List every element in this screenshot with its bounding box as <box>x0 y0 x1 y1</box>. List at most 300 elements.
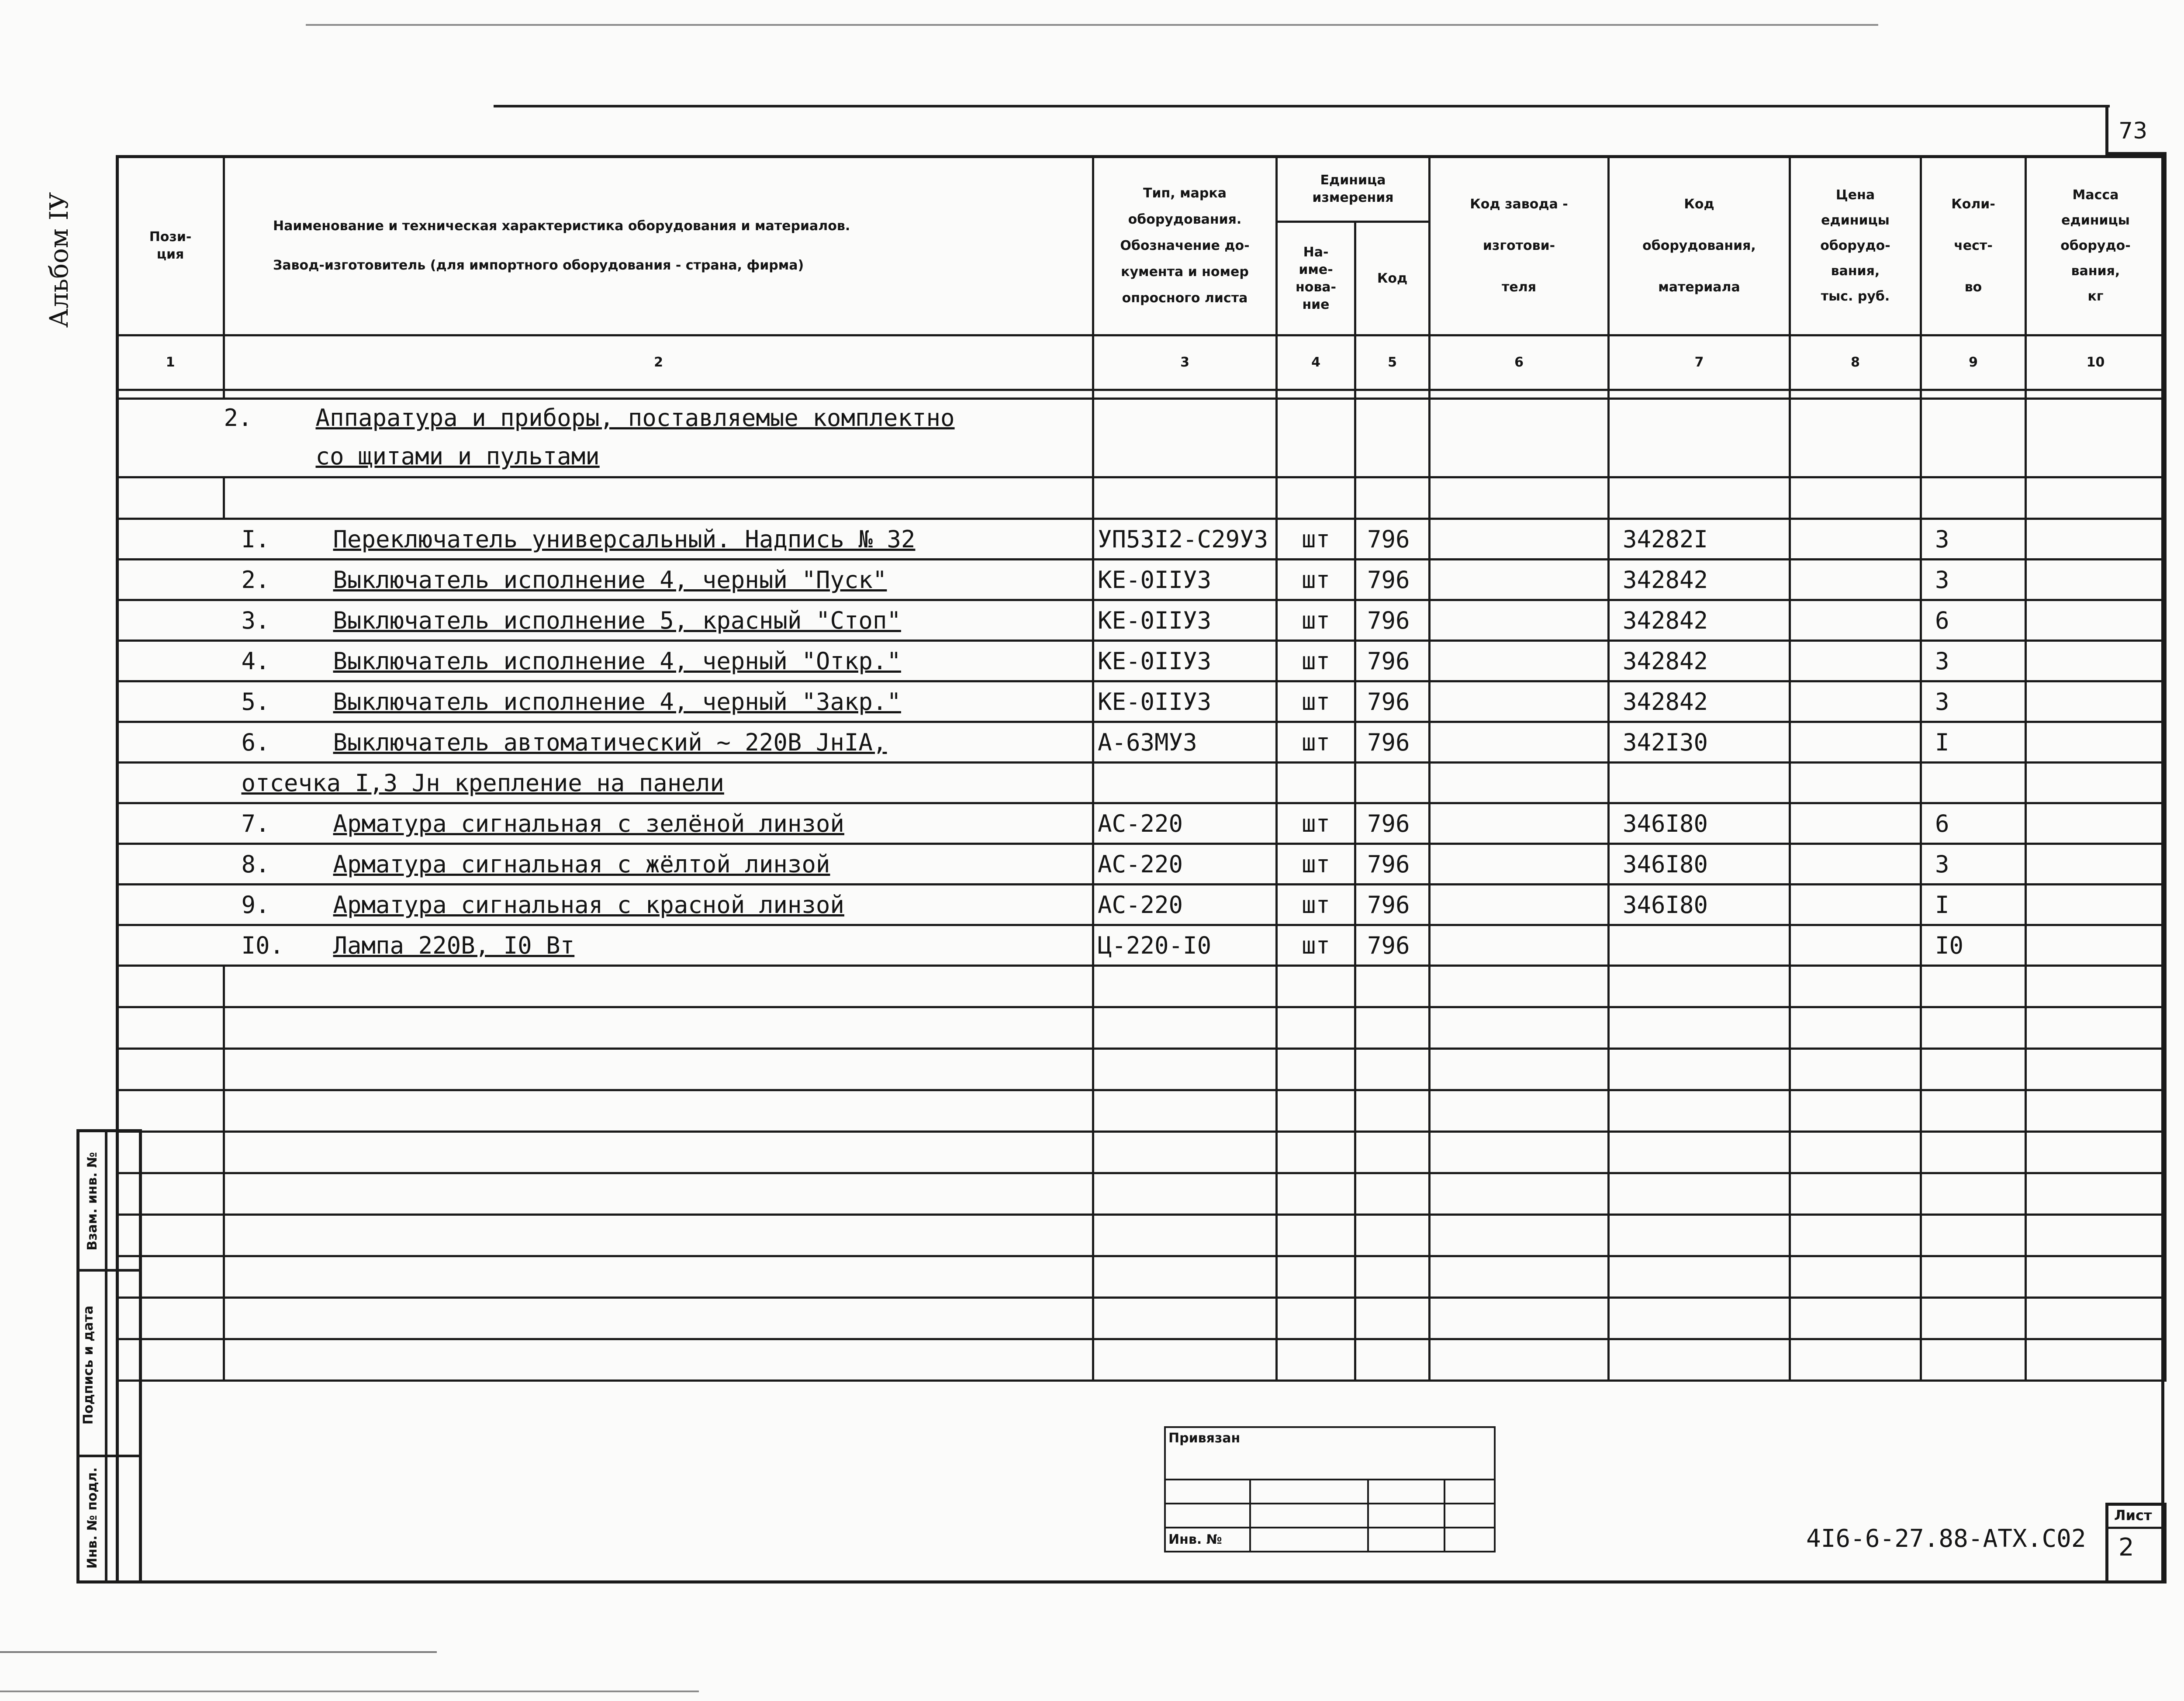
blank-cell <box>1355 1007 1430 1049</box>
row-equipment-code: 342842 <box>1609 641 1790 681</box>
blank-cell <box>1277 1339 1355 1381</box>
table-row <box>117 722 2166 763</box>
blank-cell <box>1609 1298 1790 1339</box>
blank-row <box>117 1298 2166 1339</box>
blank-cell <box>224 1007 1093 1049</box>
header-name: Наименование и техническая характеристика оборудования и материалов. Завод-изготовитель (для импортного оборудования - страна, фирма) <box>224 156 1093 335</box>
row-mass <box>2026 600 2166 641</box>
row-unit: шт <box>1277 722 1355 763</box>
blank-cell <box>117 1298 224 1339</box>
row-mass <box>2026 803 2166 844</box>
row-mass <box>2026 763 2166 803</box>
row-mass <box>2026 641 2166 681</box>
blank-cell <box>1355 1049 1430 1090</box>
row-price <box>1790 519 1921 560</box>
document-code: 4I6-6-27.88-АТХ.С02 <box>1806 1525 2086 1553</box>
col-num-4: 4 <box>1277 335 1355 390</box>
row-name-text: Выключатель исполнение 4, черный "Закр." <box>333 688 901 716</box>
row-price <box>1790 763 1921 803</box>
blank-cell <box>117 1049 224 1090</box>
row-position-number: 9. <box>241 891 270 919</box>
blank-cell <box>1921 1132 2026 1173</box>
sheet-box-divider <box>2105 1527 2167 1529</box>
blank-cell <box>1277 1256 1355 1298</box>
blank-cell <box>117 1256 224 1298</box>
row-name-text: Выключатель автоматический ~ 220В JнIA, <box>333 728 887 756</box>
row-equipment-code: 342842 <box>1609 600 1790 641</box>
row-name-text: Арматура сигнальная с жёлтой линзой <box>333 850 830 878</box>
blank-cell <box>1355 1132 1430 1173</box>
row-factory-code <box>1430 681 1609 722</box>
row-name <box>224 763 1093 803</box>
section-title-cell <box>224 399 1093 477</box>
row-position <box>117 722 224 763</box>
blank-cell <box>1790 1215 1921 1256</box>
blank-cell <box>1093 966 1277 1007</box>
blank-cell <box>1921 1049 2026 1090</box>
blank-row <box>117 966 2166 1007</box>
row-quantity: 3 <box>1921 641 2026 681</box>
blank-cell <box>1277 1298 1355 1339</box>
row-position-number: 7. <box>241 809 270 837</box>
blank-cell <box>224 1049 1093 1090</box>
row-type <box>1093 763 1277 803</box>
table-row <box>117 641 2166 681</box>
row-name-text: Арматура сигнальная с зелёной линзой <box>333 809 844 837</box>
row-code: 796 <box>1355 885 1430 925</box>
row-equipment-code: 346I80 <box>1609 885 1790 925</box>
row-unit: шт <box>1277 925 1355 966</box>
row-position <box>117 803 224 844</box>
blank-cell <box>2026 1049 2166 1090</box>
blank-cell <box>1790 966 1921 1007</box>
binding-stamp <box>1164 1426 1496 1552</box>
row-code: 796 <box>1355 519 1430 560</box>
blank-cell <box>1093 1090 1277 1132</box>
blank-cell <box>224 966 1093 1007</box>
header-price: Цена единицы оборудо- вания, тыс. руб. <box>1790 156 1921 335</box>
row-position <box>117 925 224 966</box>
column-number-row <box>117 335 2166 390</box>
blank-cell <box>1430 1090 1609 1132</box>
row-unit: шт <box>1277 803 1355 844</box>
col-num-1: 1 <box>117 335 224 390</box>
row-position-number: 5. <box>241 688 270 716</box>
table-row <box>117 519 2166 560</box>
row-name <box>224 600 1093 641</box>
col-num-2: 2 <box>224 335 1093 390</box>
row-type: АС-220 <box>1093 803 1277 844</box>
header-unit-code: Код <box>1355 222 1430 335</box>
row-code: 796 <box>1355 681 1430 722</box>
row-equipment-code: 346I80 <box>1609 844 1790 885</box>
blank-rows <box>117 966 2166 1381</box>
row-equipment-code: 342842 <box>1609 681 1790 722</box>
blank-row <box>117 1256 2166 1298</box>
spec-table <box>116 155 2167 1382</box>
table-row <box>117 600 2166 641</box>
row-quantity: I <box>1921 885 2026 925</box>
blank-cell <box>1790 1132 1921 1173</box>
blank-cell <box>1609 1090 1790 1132</box>
blank-cell <box>224 1215 1093 1256</box>
blank-cell <box>2026 1007 2166 1049</box>
row-quantity <box>1921 763 2026 803</box>
blank-cell <box>1609 1007 1790 1049</box>
row-unit <box>1277 763 1355 803</box>
blank-cell <box>2026 966 2166 1007</box>
row-code: 796 <box>1355 844 1430 885</box>
row-code: 796 <box>1355 803 1430 844</box>
row-position <box>117 681 224 722</box>
blank-cell <box>1430 1256 1609 1298</box>
blank-cell <box>1277 1090 1355 1132</box>
row-position-number: 6. <box>241 728 270 756</box>
row-type: КЕ-0IIУ3 <box>1093 681 1277 722</box>
header-unit: Единица измерения <box>1277 156 1430 222</box>
row-name <box>224 681 1093 722</box>
blank-cell <box>1093 1173 1277 1215</box>
row-factory-code <box>1430 885 1609 925</box>
blank-cell <box>1921 1007 2026 1049</box>
row-quantity: 3 <box>1921 519 2026 560</box>
row-position <box>117 641 224 681</box>
row-price <box>1790 560 1921 600</box>
row-name-text: Арматура сигнальная с красной линзой <box>333 891 844 919</box>
row-name-text: Лампа 220В, I0 Вт <box>333 931 575 959</box>
blank-cell <box>1609 1339 1790 1381</box>
row-quantity: I <box>1921 722 2026 763</box>
row-price <box>1790 885 1921 925</box>
row-factory-code <box>1430 641 1609 681</box>
section-title-row <box>117 399 2166 477</box>
row-position-number: I0. <box>241 931 284 959</box>
blank-cell <box>1430 1215 1609 1256</box>
table-row <box>117 763 2166 803</box>
row-price <box>1790 600 1921 641</box>
blank-row <box>117 1215 2166 1256</box>
blank-cell <box>1921 1090 2026 1132</box>
row-name-text: отсечка I,3 Jн крепление на панели <box>241 769 724 797</box>
row-quantity: 3 <box>1921 560 2026 600</box>
table-row <box>117 925 2166 966</box>
blank-cell <box>1609 1256 1790 1298</box>
inv-label: Инв. № <box>1165 1528 1250 1552</box>
row-price <box>1790 641 1921 681</box>
blank-cell <box>1430 1339 1609 1381</box>
section-title: Аппаратура и приборы, поставляемые комплектно <box>315 404 955 432</box>
row-factory-code <box>1430 519 1609 560</box>
row-unit: шт <box>1277 885 1355 925</box>
items-body <box>117 519 2166 966</box>
row-type: АС-220 <box>1093 844 1277 885</box>
row-name-text: Выключатель исполнение 4, черный "Откр." <box>333 647 901 675</box>
row-quantity: 6 <box>1921 803 2026 844</box>
row-quantity: 6 <box>1921 600 2026 641</box>
row-position-number: I. <box>241 525 270 553</box>
blank-cell <box>1609 1173 1790 1215</box>
blank-cell <box>2026 1339 2166 1381</box>
blank-cell <box>1790 1298 1921 1339</box>
section-number-cell <box>117 399 224 477</box>
blank-cell <box>1609 966 1790 1007</box>
row-factory-code <box>1430 803 1609 844</box>
row-unit: шт <box>1277 681 1355 722</box>
blank-cell <box>1355 1173 1430 1215</box>
row-price <box>1790 844 1921 885</box>
row-factory-code <box>1430 560 1609 600</box>
blank-cell <box>1430 1007 1609 1049</box>
row-quantity: I0 <box>1921 925 2026 966</box>
blank-cell <box>2026 1215 2166 1256</box>
table-row <box>117 560 2166 600</box>
row-name <box>224 519 1093 560</box>
blank-cell <box>224 1090 1093 1132</box>
blank-cell <box>1790 1256 1921 1298</box>
blank-cell <box>1790 1007 1921 1049</box>
row-factory-code <box>1430 925 1609 966</box>
row-position <box>117 763 224 803</box>
row-position <box>117 885 224 925</box>
row-factory-code <box>1430 763 1609 803</box>
blank-cell <box>1355 1256 1430 1298</box>
blank-cell <box>1790 1090 1921 1132</box>
blank-row <box>117 1132 2166 1173</box>
blank-cell <box>1790 1173 1921 1215</box>
row-type: А-63МУ3 <box>1093 722 1277 763</box>
blank-cell <box>117 1132 224 1173</box>
header-factory-code: Код завода - изготови- теля <box>1430 156 1609 335</box>
col-num-3: 3 <box>1093 335 1277 390</box>
blank-cell <box>1430 1298 1609 1339</box>
empty-row <box>117 477 2166 519</box>
blank-cell <box>1355 1215 1430 1256</box>
row-price <box>1790 803 1921 844</box>
row-mass <box>2026 560 2166 600</box>
row-position <box>117 519 224 560</box>
row-code: 796 <box>1355 925 1430 966</box>
blank-cell <box>117 1215 224 1256</box>
blank-cell <box>1921 1173 2026 1215</box>
row-type: КЕ-0IIУ3 <box>1093 600 1277 641</box>
row-unit: шт <box>1277 844 1355 885</box>
blank-cell <box>1093 1215 1277 1256</box>
row-unit: шт <box>1277 519 1355 560</box>
row-equipment-code: 342I30 <box>1609 722 1790 763</box>
blank-cell <box>1355 1090 1430 1132</box>
table-row <box>117 681 2166 722</box>
blank-cell <box>1355 1339 1430 1381</box>
sheet-label: Лист <box>2114 1507 2152 1524</box>
header-type: Тип, марка оборудования. Обозначение до- кумента и номер опросного листа <box>1093 156 1277 335</box>
row-mass <box>2026 519 2166 560</box>
row-mass <box>2026 925 2166 966</box>
row-position <box>117 600 224 641</box>
blank-row <box>117 1049 2166 1090</box>
blank-cell <box>1921 1215 2026 1256</box>
blank-cell <box>224 1339 1093 1381</box>
blank-cell <box>1790 1049 1921 1090</box>
section-title-line2: со щитами и пультами <box>315 443 600 470</box>
blank-cell <box>1277 966 1355 1007</box>
table-row <box>117 844 2166 885</box>
row-position <box>117 560 224 600</box>
row-position-number: 8. <box>241 850 270 878</box>
blank-cell <box>2026 1298 2166 1339</box>
blank-cell <box>1355 1298 1430 1339</box>
blank-cell <box>1430 1132 1609 1173</box>
row-mass <box>2026 722 2166 763</box>
row-unit: шт <box>1277 641 1355 681</box>
blank-cell <box>1921 1256 2026 1298</box>
row-factory-code <box>1430 722 1609 763</box>
row-name-text: Переключатель универсальный. Надпись № 32 <box>333 525 916 553</box>
row-equipment-code <box>1609 763 1790 803</box>
row-unit: шт <box>1277 600 1355 641</box>
header-mass: Масса единицы оборудо- вания, кг <box>2026 156 2166 335</box>
bottom-scan-line <box>0 1651 437 1653</box>
row-price <box>1790 681 1921 722</box>
bound-label: Привязан <box>1165 1427 1495 1480</box>
blank-cell <box>1609 1215 1790 1256</box>
spacer-row <box>117 390 2166 399</box>
row-equipment-code: 34282I <box>1609 519 1790 560</box>
row-code: 796 <box>1355 560 1430 600</box>
row-price <box>1790 722 1921 763</box>
row-quantity: 3 <box>1921 681 2026 722</box>
row-mass <box>2026 885 2166 925</box>
col-num-7: 7 <box>1609 335 1790 390</box>
top-scan-line <box>306 24 1878 26</box>
top-border-line <box>494 105 2110 107</box>
row-code <box>1355 763 1430 803</box>
col-num-8: 8 <box>1790 335 1921 390</box>
section-number: 2. <box>224 404 252 432</box>
blank-cell <box>117 1090 224 1132</box>
bottom-scan-line-2 <box>0 1691 699 1692</box>
row-code: 796 <box>1355 722 1430 763</box>
row-type: КЕ-0IIУ3 <box>1093 641 1277 681</box>
blank-cell <box>1921 1339 2026 1381</box>
row-name-text: Выключатель исполнение 4, черный "Пуск" <box>333 566 887 594</box>
blank-cell <box>1093 1007 1277 1049</box>
side-stamp-signature-date: Подпись и дата <box>81 1305 96 1425</box>
row-name <box>224 844 1093 885</box>
blank-row <box>117 1007 2166 1049</box>
side-stamp-vzam-inv: Взам. инв. № <box>85 1152 100 1251</box>
side-stamp-inv-podl: Инв. № подл. <box>85 1467 100 1569</box>
row-name <box>224 641 1093 681</box>
header-row <box>117 156 2166 222</box>
row-position-number: 3. <box>241 606 270 634</box>
row-mass <box>2026 844 2166 885</box>
blank-cell <box>1430 1049 1609 1090</box>
blank-cell <box>1093 1132 1277 1173</box>
blank-cell <box>1093 1049 1277 1090</box>
blank-cell <box>1355 966 1430 1007</box>
blank-cell <box>224 1132 1093 1173</box>
blank-cell <box>1277 1173 1355 1215</box>
row-name <box>224 722 1093 763</box>
header-position: Пози- ция <box>117 156 224 335</box>
header-unit-name: На- име- нова- ние <box>1277 222 1355 335</box>
row-name-text: Выключатель исполнение 5, красный "Стоп" <box>333 606 901 634</box>
row-type: АС-220 <box>1093 885 1277 925</box>
row-price <box>1790 925 1921 966</box>
blank-cell <box>2026 1090 2166 1132</box>
page-number: 73 <box>2118 118 2148 144</box>
row-quantity: 3 <box>1921 844 2026 885</box>
blank-cell <box>1921 1298 2026 1339</box>
row-equipment-code <box>1609 925 1790 966</box>
blank-cell <box>224 1298 1093 1339</box>
row-factory-code <box>1430 844 1609 885</box>
blank-cell <box>2026 1132 2166 1173</box>
row-equipment-code: 342842 <box>1609 560 1790 600</box>
row-name <box>224 885 1093 925</box>
row-position-number: 2. <box>241 566 270 594</box>
row-code: 796 <box>1355 641 1430 681</box>
blank-cell <box>1277 1049 1355 1090</box>
blank-cell <box>2026 1173 2166 1215</box>
table-row <box>117 885 2166 925</box>
blank-cell <box>1609 1132 1790 1173</box>
col-num-10: 10 <box>2026 335 2166 390</box>
row-factory-code <box>1430 600 1609 641</box>
header-quantity: Коли- чест- во <box>1921 156 2026 335</box>
blank-cell <box>117 1339 224 1381</box>
album-label: Альбом IУ <box>44 192 74 328</box>
blank-cell <box>1609 1049 1790 1090</box>
blank-row <box>117 1339 2166 1381</box>
row-type: Ц-220-I0 <box>1093 925 1277 966</box>
row-type: УП53I2-С29У3 <box>1093 519 1277 560</box>
blank-cell <box>117 1007 224 1049</box>
blank-cell <box>2026 1256 2166 1298</box>
table-row <box>117 803 2166 844</box>
blank-cell <box>117 1173 224 1215</box>
blank-cell <box>1093 1298 1277 1339</box>
blank-cell <box>1277 1007 1355 1049</box>
row-code: 796 <box>1355 600 1430 641</box>
blank-cell <box>1430 966 1609 1007</box>
row-name <box>224 560 1093 600</box>
row-equipment-code: 346I80 <box>1609 803 1790 844</box>
blank-cell <box>1093 1256 1277 1298</box>
col-num-6: 6 <box>1430 335 1609 390</box>
col-num-9: 9 <box>1921 335 2026 390</box>
blank-cell <box>1921 966 2026 1007</box>
row-name <box>224 803 1093 844</box>
blank-cell <box>1277 1215 1355 1256</box>
row-position-number: 4. <box>241 647 270 675</box>
blank-cell <box>1790 1339 1921 1381</box>
row-unit: шт <box>1277 560 1355 600</box>
blank-cell <box>224 1173 1093 1215</box>
col-num-5: 5 <box>1355 335 1430 390</box>
row-name <box>224 925 1093 966</box>
row-position <box>117 844 224 885</box>
row-type: КЕ-0IIУ3 <box>1093 560 1277 600</box>
blank-cell <box>1093 1339 1277 1381</box>
sheet-number: 2 <box>2118 1533 2134 1562</box>
row-mass <box>2026 681 2166 722</box>
blank-cell <box>117 966 224 1007</box>
blank-cell <box>224 1256 1093 1298</box>
blank-row <box>117 1090 2166 1132</box>
blank-row <box>117 1173 2166 1215</box>
blank-cell <box>1430 1173 1609 1215</box>
